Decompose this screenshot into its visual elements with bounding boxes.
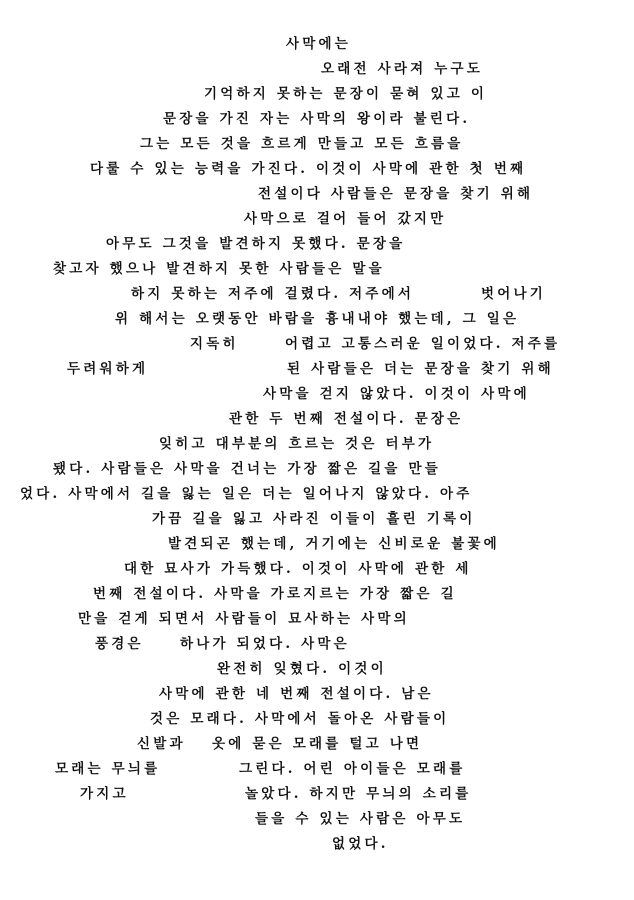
poem-line: 발견되곤 했는데, 거기에는 신비로운 불꽃에 (168, 536, 500, 552)
poem-line: 없었다. (332, 836, 389, 852)
poem-line: 잊히고 대부분의 흐르는 것은 터부가 (159, 436, 435, 452)
poem-line: 하나가 되었다. 사막은 (180, 636, 350, 652)
poem-line: 지독히 (190, 336, 239, 352)
poem-line: 오래전 사라져 누구도 (321, 61, 483, 77)
poem-line: 대한 묘사가 가득했다. 이것이 사막에 관한 세 (124, 561, 472, 577)
poem-line: 완전히 잊혔다. 이것이 (217, 661, 387, 677)
poem-line: 것은 모래다. 사막에서 돌아온 사람들이 (150, 711, 450, 727)
poem-line: 신발과 (137, 736, 186, 752)
poem-line: 그는 모든 것을 흐르게 만들고 모든 흐름을 (140, 136, 464, 152)
poem-line: 찾고자 했으나 발견하지 못한 사람들은 말을 (53, 261, 385, 277)
poem-line: 만을 걷게 되면서 사람들이 묘사하는 사막의 (78, 611, 410, 627)
poem-line: 사막을 걷지 않았다. 이것이 사막에 (263, 386, 530, 402)
poem-line: 문장을 가진 자는 사막의 왕이라 불린다. (163, 111, 471, 127)
poem-line: 들을 수 있는 사람은 아무도 (255, 811, 466, 827)
poem-line: 사막에는 (286, 36, 351, 52)
poem-line: 하지 못하는 저주에 걸렸다. 저주에서 (131, 286, 415, 302)
poem-line: 번째 전설이다. 사막을 가로지르는 가장 짧은 길 (93, 586, 457, 602)
poem-line: 풍경은 (95, 636, 144, 652)
poem-line: 아무도 그것을 발견하지 못했다. 문장을 (106, 236, 406, 252)
poem-line: 가지고 (80, 786, 129, 802)
poem-line: 어렵고 고통스러운 일이었다. 저주를 (285, 336, 561, 352)
poem-line: 모래는 무늬를 (55, 761, 161, 777)
poem-line: 옷에 묻은 모래를 털고 나면 (212, 736, 423, 752)
poem-line: 됐다. 사람들은 사막을 건너는 가장 짧은 길을 만들 (53, 461, 442, 477)
poem-line: 었다. 사막에서 길을 잃는 일은 더는 일어나지 않았다. 아주 (20, 486, 473, 502)
poem-line: 위 해서는 오랫동안 바람을 흉내내야 했는데, 그 일은 (115, 311, 520, 327)
poem-line: 놀았다. 하지만 무늬의 소리를 (245, 786, 472, 802)
poem-line: 그린다. 어린 아이들은 모래를 (239, 761, 466, 777)
poem-line: 다룰 수 있는 능력을 가진다. 이것이 사막에 관한 첫 번째 (90, 161, 527, 177)
poem-line: 사막에 관한 네 번째 전설이다. 남은 (159, 686, 434, 702)
poem-line: 벗어나기 (481, 286, 546, 302)
poem-line: 두려워하게 (67, 361, 149, 377)
poem-line: 사막으로 걸어 들어 갔지만 (244, 211, 447, 227)
poem-line: 가끔 길을 잃고 사라진 이들이 흘린 기록이 (152, 511, 476, 527)
poem-line: 기억하지 못하는 문장이 묻혀 있고 이 (204, 86, 488, 102)
poem-line: 전설이다 사람들은 문장을 찾기 위해 (258, 186, 534, 202)
poem-line: 관한 두 번째 전설이다. 문장은 (229, 411, 464, 427)
poem-line: 된 사람들은 더는 문장을 찾기 위해 (287, 361, 554, 377)
